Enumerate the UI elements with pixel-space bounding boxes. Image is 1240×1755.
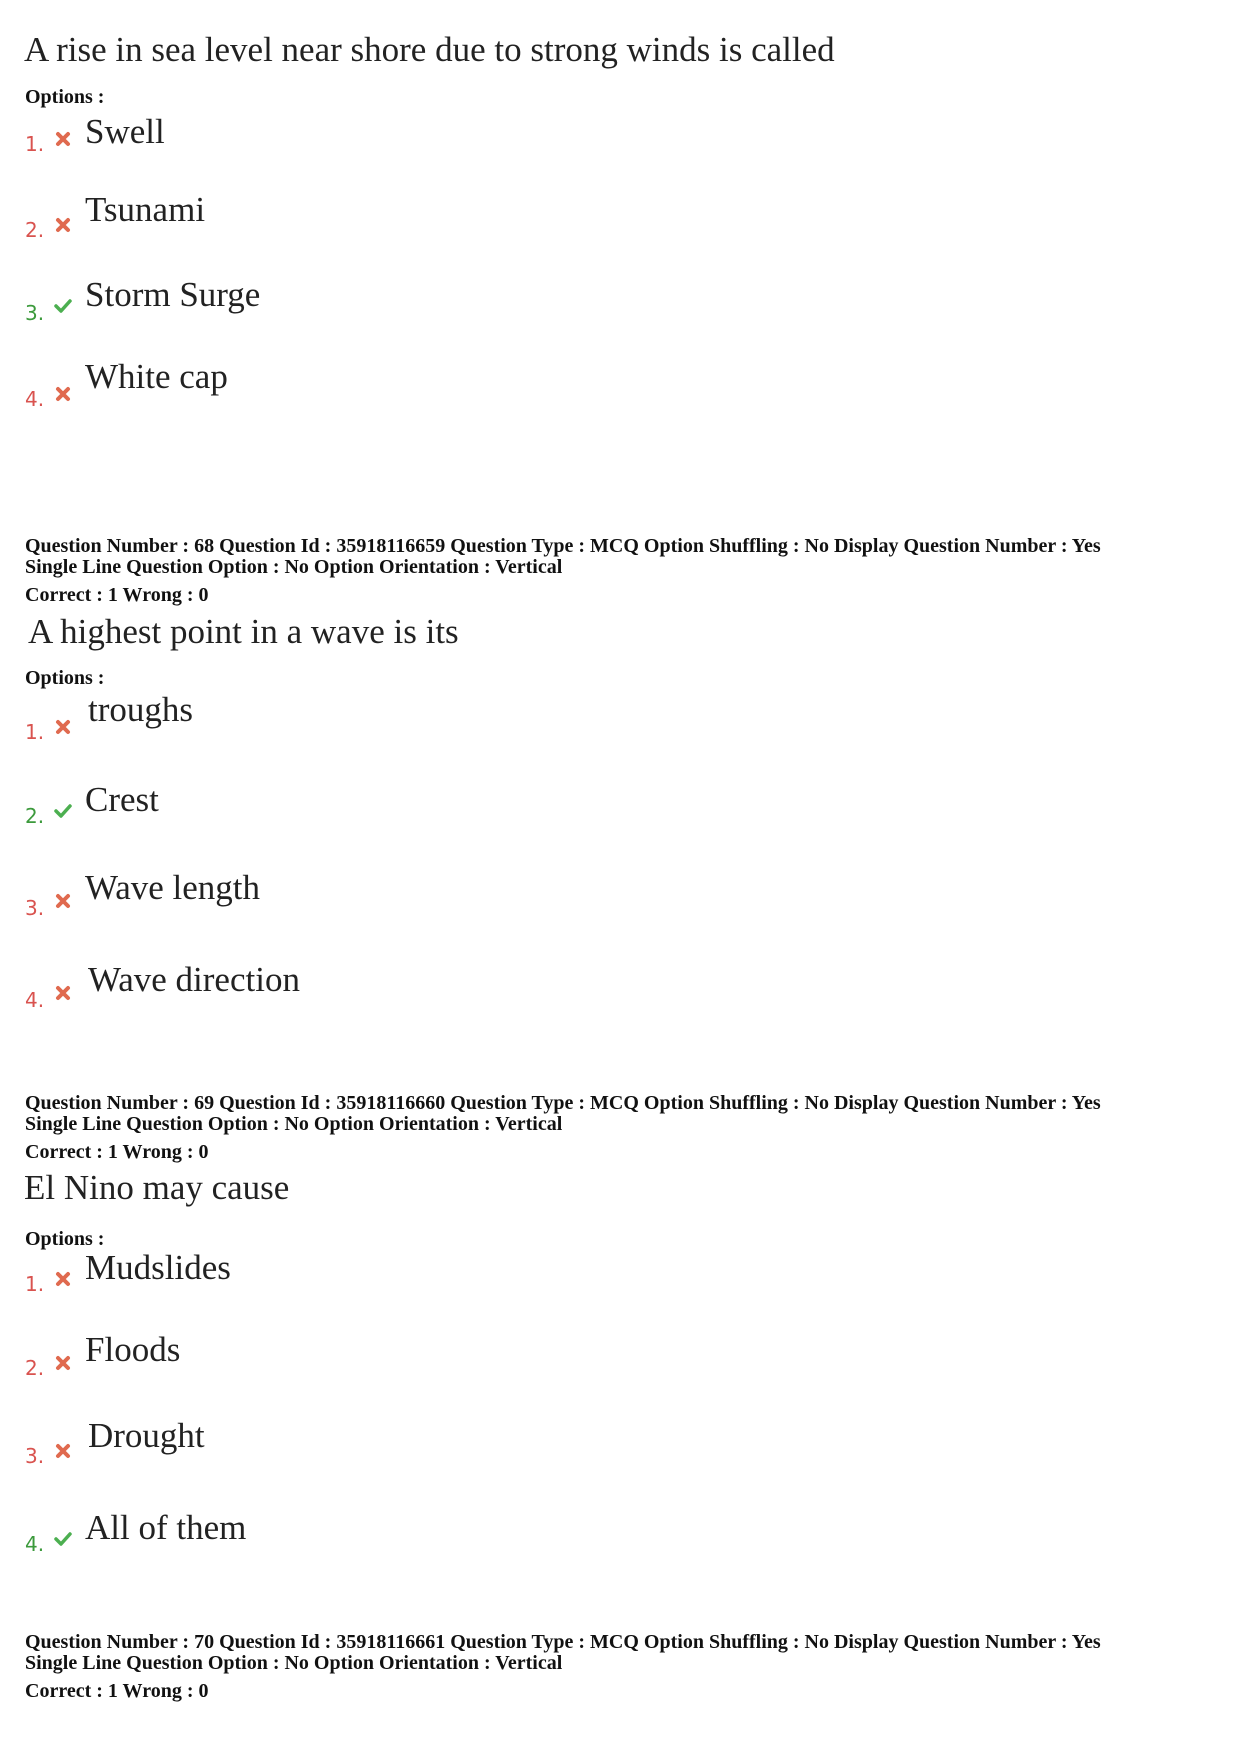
option-text: Wave direction xyxy=(88,960,300,999)
option-number: 4. xyxy=(25,1532,45,1556)
option-text: Drought xyxy=(88,1416,205,1455)
option-number: 3. xyxy=(25,1444,45,1468)
cross-icon xyxy=(54,1442,72,1460)
option-2 xyxy=(0,190,600,250)
option-number: 1. xyxy=(25,132,45,156)
option-3 xyxy=(0,275,600,335)
option-text: troughs xyxy=(88,690,193,729)
meta-line-1: Question Number : 70 Question Id : 35918116661 Question Type : MCQ Option Shuffling : No Display Question Number : Yes xyxy=(25,1631,1101,1653)
option-text: Tsunami xyxy=(85,190,206,229)
option-3 xyxy=(0,1416,600,1476)
option-number: 3. xyxy=(25,301,45,325)
option-4 xyxy=(0,960,600,1020)
option-number: 1. xyxy=(25,720,45,744)
cross-icon xyxy=(54,1270,72,1288)
cross-icon xyxy=(54,216,72,234)
option-number: 1. xyxy=(25,1272,45,1296)
meta-line-3: Correct : 1 Wrong : 0 xyxy=(25,584,209,606)
meta-line-1: Question Number : 69 Question Id : 35918116660 Question Type : MCQ Option Shuffling : No Display Question Number : Yes xyxy=(25,1092,1101,1114)
option-number: 4. xyxy=(25,387,45,411)
check-icon xyxy=(54,802,72,820)
cross-icon xyxy=(54,130,72,148)
option-2 xyxy=(0,780,600,840)
meta-line-2: Single Line Question Option : No Option Orientation : Vertical xyxy=(25,1113,563,1135)
question-meta xyxy=(25,1632,1101,1702)
option-number: 3. xyxy=(25,896,45,920)
cross-icon xyxy=(54,892,72,910)
option-text: Floods xyxy=(85,1330,181,1369)
option-2 xyxy=(0,1330,600,1390)
cross-icon xyxy=(54,984,72,1002)
meta-line-3: Correct : 1 Wrong : 0 xyxy=(25,1141,209,1163)
question-meta xyxy=(25,536,1101,606)
options-label: Options : xyxy=(25,1228,105,1250)
cross-icon xyxy=(54,1354,72,1372)
option-1 xyxy=(0,1248,600,1308)
option-text: All of them xyxy=(85,1508,247,1547)
option-number: 2. xyxy=(25,1356,45,1380)
options-label: Options : xyxy=(25,86,105,108)
check-icon xyxy=(54,1530,72,1548)
check-icon xyxy=(54,297,72,315)
question-meta xyxy=(25,1093,1101,1163)
option-text: Wave length xyxy=(85,868,261,907)
option-text: Storm Surge xyxy=(85,275,261,314)
option-4 xyxy=(0,357,600,417)
option-3 xyxy=(0,868,600,928)
options-label: Options : xyxy=(25,667,105,689)
option-number: 4. xyxy=(25,988,45,1012)
option-text: Mudslides xyxy=(85,1248,231,1287)
option-1 xyxy=(0,112,600,172)
cross-icon xyxy=(54,385,72,403)
option-text: White cap xyxy=(85,357,228,396)
meta-line-3: Correct : 1 Wrong : 0 xyxy=(25,1680,209,1702)
option-4 xyxy=(0,1508,600,1568)
option-number: 2. xyxy=(25,218,45,242)
question-text: A rise in sea level near shore due to strong winds is called xyxy=(24,30,835,69)
option-number: 2. xyxy=(25,804,45,828)
meta-line-1: Question Number : 68 Question Id : 35918116659 Question Type : MCQ Option Shuffling : No Display Question Number : Yes xyxy=(25,535,1101,557)
option-text: Swell xyxy=(85,112,165,151)
option-text: Crest xyxy=(85,780,159,819)
question-text: A highest point in a wave is its xyxy=(28,612,459,651)
meta-line-2: Single Line Question Option : No Option Orientation : Vertical xyxy=(25,1652,563,1674)
meta-line-2: Single Line Question Option : No Option Orientation : Vertical xyxy=(25,556,563,578)
question-text: El Nino may cause xyxy=(24,1168,290,1207)
cross-icon xyxy=(54,718,72,736)
option-1 xyxy=(0,690,600,750)
